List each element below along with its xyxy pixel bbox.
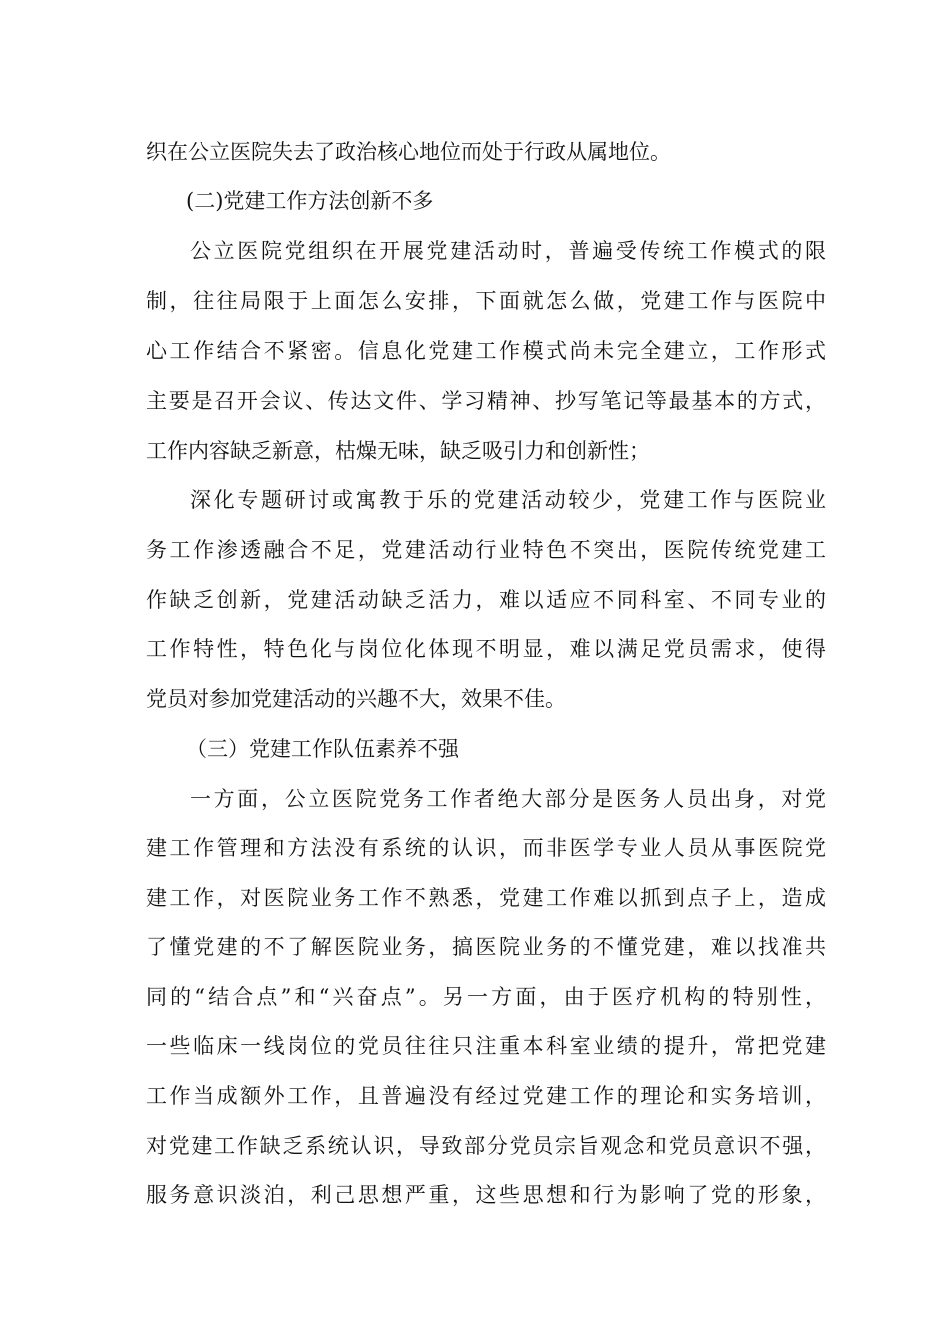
text-line: 务工作渗透融合不足，党建活动行业特色不突出，医院传统党建工 — [146, 538, 826, 562]
text-line: 工作内容缺乏新意，枯燥无味，缺乏吸引力和创新性； — [146, 439, 650, 463]
text-line: 工作当成额外工作，且普遍没有经过党建工作的理论和实务培训， — [146, 1084, 826, 1108]
text-line: 制，往往局限于上面怎么安排，下面就怎么做，党建工作与医院中 — [146, 289, 826, 313]
text-line: 建工作管理和方法没有系统的认识，而非医学专业人员从事医院党 — [146, 836, 826, 860]
text-line: 一些临床一线岗位的党员往往只注重本科室业绩的提升，常把党建 — [146, 1034, 826, 1058]
text-line: 一方面，公立医院党务工作者绝大部分是医务人员出身，对党 — [190, 787, 826, 811]
text-line: 服务意识淡泊，利己思想严重，这些思想和行为影响了党的形象， — [146, 1183, 826, 1207]
text-line: 公立医院党组织在开展党建活动时，普遍受传统工作模式的限 — [190, 239, 826, 263]
section-heading-three: （三）党建工作队伍素养不强 — [186, 737, 459, 761]
section-heading-two: (二)党建工作方法创新不多 — [186, 189, 434, 213]
text-line: 主要是召开会议、传达文件、学习精神、抄写笔记等最基本的方式， — [146, 389, 826, 413]
text-line: 工作特性，特色化与岗位化体现不明显，难以满足党员需求，使得 — [146, 637, 826, 661]
text-line: 党员对参加党建活动的兴趣不大，效果不佳。 — [146, 687, 566, 711]
text-line: 同的“结合点”和“兴奋点”。另一方面，由于医疗机构的特别性， — [146, 985, 826, 1009]
text-line: 织在公立医院失去了政治核心地位而处于行政从属地位。 — [146, 140, 671, 164]
text-line: 作缺乏创新，党建活动缺乏活力，难以适应不同科室、不同专业的 — [146, 588, 826, 612]
text-line: 心工作结合不紧密。信息化党建工作模式尚未完全建立，工作形式 — [146, 339, 826, 363]
text-line: 了懂党建的不了解医院业务，搞医院业务的不懂党建，难以找准共 — [146, 935, 826, 959]
text-line: 建工作，对医院业务工作不熟悉，党建工作难以抓到点子上，造成 — [146, 886, 826, 910]
text-line: 深化专题研讨或寓教于乐的党建活动较少，党建工作与医院业 — [190, 488, 826, 512]
text-line: 对党建工作缺乏系统认识，导致部分党员宗旨观念和党员意识不强， — [146, 1134, 826, 1158]
